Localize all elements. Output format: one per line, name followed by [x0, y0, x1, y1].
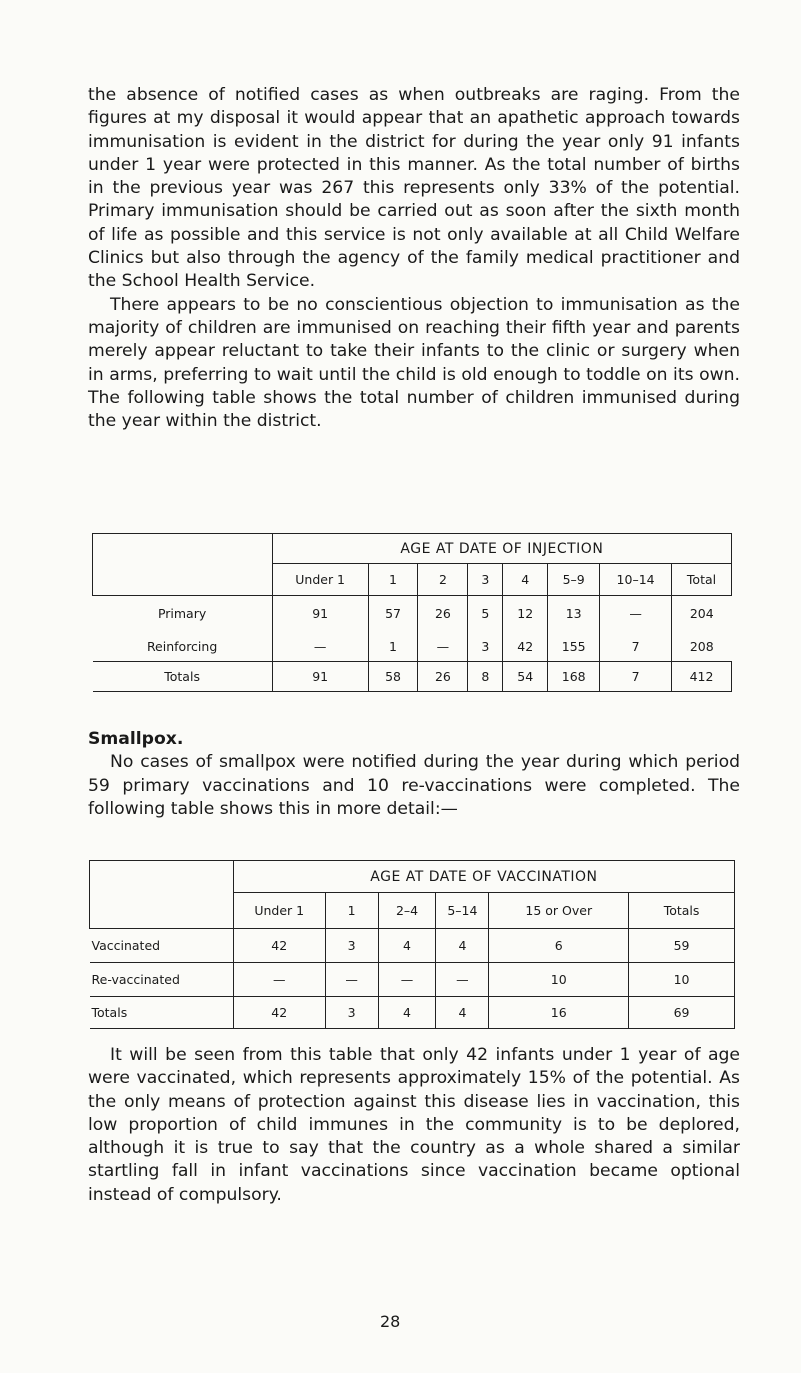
table-corner-cell — [93, 534, 273, 596]
paragraph-immunisation-intro: the absence of notified cases as when outbreaks are raging. From the figures at my disposal it would appear that an apathetic approach towards immunisation is evident in the district for during the year only 91 infants under 1 year were protected in this manner. As the total number of births in the previous year was 267 this represents only 33% of the potential. Primary immunisation should be carried out as soon after the sixth month of life as possible and this service is not only available at all Child Welfare Clinics but also through the agency of the family medical practitioner and the School Health Service. — [88, 85, 740, 292]
table-cell: — — [418, 632, 468, 662]
column-header: 3 — [468, 564, 503, 596]
column-header: 1 — [325, 893, 378, 929]
table-cell: — — [378, 963, 436, 997]
column-header: 2–4 — [378, 893, 436, 929]
table-cell: 12 — [503, 596, 548, 632]
table-cell: 42 — [233, 997, 325, 1029]
table-cell: 4 — [378, 997, 436, 1029]
paragraph-vaccination-conclusion: It will be seen from this table that only 42 infants under 1 year of age were vaccinated, which represents approximately 15% of the potential. As the only means of protection against this disease lies in vaccination, this low proportion of child immunes in the community is to be deplored, although it is true to say that the country as a whole shared a similar startling fall in infant vaccinations since vaccination became optional instead of compulsory. — [88, 1045, 740, 1205]
column-header: Totals — [629, 893, 735, 929]
table-row — [90, 963, 735, 997]
column-header: 15 or Over — [489, 893, 629, 929]
table-cell: 204 — [672, 596, 732, 632]
table-cell: 54 — [503, 662, 548, 692]
immunisation-table — [92, 533, 732, 692]
row-label: Reinforcing — [146, 638, 218, 654]
table-cell: 208 — [672, 632, 732, 662]
table-cell: 4 — [436, 929, 489, 963]
closing-text-block — [88, 1044, 740, 1207]
table-cell: 8 — [468, 662, 503, 692]
table-cell: 42 — [233, 929, 325, 963]
table-group-header: AGE AT DATE OF VACCINATION — [233, 861, 734, 893]
table-cell: 4 — [378, 929, 436, 963]
table-corner-cell — [90, 861, 234, 929]
table-cell: 57 — [368, 596, 418, 632]
column-header: Total — [672, 564, 732, 596]
table-cell: 91 — [272, 596, 368, 632]
table-cell: — — [325, 963, 378, 997]
table-cell: 58 — [368, 662, 418, 692]
table-cell: 26 — [418, 596, 468, 632]
smallpox-section — [88, 728, 740, 821]
row-label: Totals — [93, 662, 273, 692]
smallpox-heading: Smallpox. — [88, 729, 184, 749]
vaccination-table — [89, 860, 735, 1029]
table-cell: 3 — [468, 632, 503, 662]
page-number: 28 — [380, 1312, 401, 1331]
column-header: 2 — [418, 564, 468, 596]
table-cell: 16 — [489, 997, 629, 1029]
table-cell: 7 — [600, 662, 672, 692]
table-cell: 13 — [548, 596, 600, 632]
row-label: Totals — [90, 997, 234, 1029]
table-cell: — — [233, 963, 325, 997]
column-header: 5–14 — [436, 893, 489, 929]
table-cell: — — [272, 632, 368, 662]
top-text-block — [88, 84, 740, 433]
column-header: Under 1 — [272, 564, 368, 596]
table-cell: 10 — [489, 963, 629, 997]
table-cell: 10 — [629, 963, 735, 997]
column-header: Under 1 — [233, 893, 325, 929]
table-cell: 6 — [489, 929, 629, 963]
table-row — [90, 997, 735, 1029]
paragraph-smallpox: No cases of smallpox were notified during the year during which period 59 primary vaccinations and 10 re-vaccinations were completed. The following table shows this in more detail:— — [88, 752, 740, 819]
table-cell: 59 — [629, 929, 735, 963]
table-cell: 4 — [436, 997, 489, 1029]
column-header: 1 — [368, 564, 418, 596]
table-cell: 5 — [468, 596, 503, 632]
row-label: Vaccinated — [90, 929, 234, 963]
table-cell: 3 — [325, 929, 378, 963]
column-header: 10–14 — [600, 564, 672, 596]
table-cell: 155 — [548, 632, 600, 662]
table-cell: 69 — [629, 997, 735, 1029]
table-row — [90, 929, 735, 963]
table-cell: 168 — [548, 662, 600, 692]
table-row — [93, 632, 732, 662]
row-label: Re-vaccinated — [90, 963, 234, 997]
table-cell: — — [600, 596, 672, 632]
table-cell: 42 — [503, 632, 548, 662]
table-row — [93, 662, 732, 692]
column-header: 4 — [503, 564, 548, 596]
table-cell: 412 — [672, 662, 732, 692]
table-row — [93, 596, 732, 632]
row-label: Primary — [93, 596, 273, 632]
table-cell: 1 — [368, 632, 418, 662]
table-cell: 3 — [325, 997, 378, 1029]
column-header: 5–9 — [548, 564, 600, 596]
table-cell: 7 — [600, 632, 672, 662]
table-cell: — — [436, 963, 489, 997]
table-cell: 26 — [418, 662, 468, 692]
paragraph-conscientious-objection: There appears to be no conscientious objection to immunisation as the majority of children are immunised on reaching their fifth year and parents merely appear reluctant to take their infants to the clinic or surgery when in arms, preferring to wait until the child is old enough to toddle on its own. The following table shows the total number of children immunised during the year within the district. — [88, 294, 740, 432]
table-cell: 91 — [272, 662, 368, 692]
table-group-header: AGE AT DATE OF INJECTION — [272, 534, 731, 564]
